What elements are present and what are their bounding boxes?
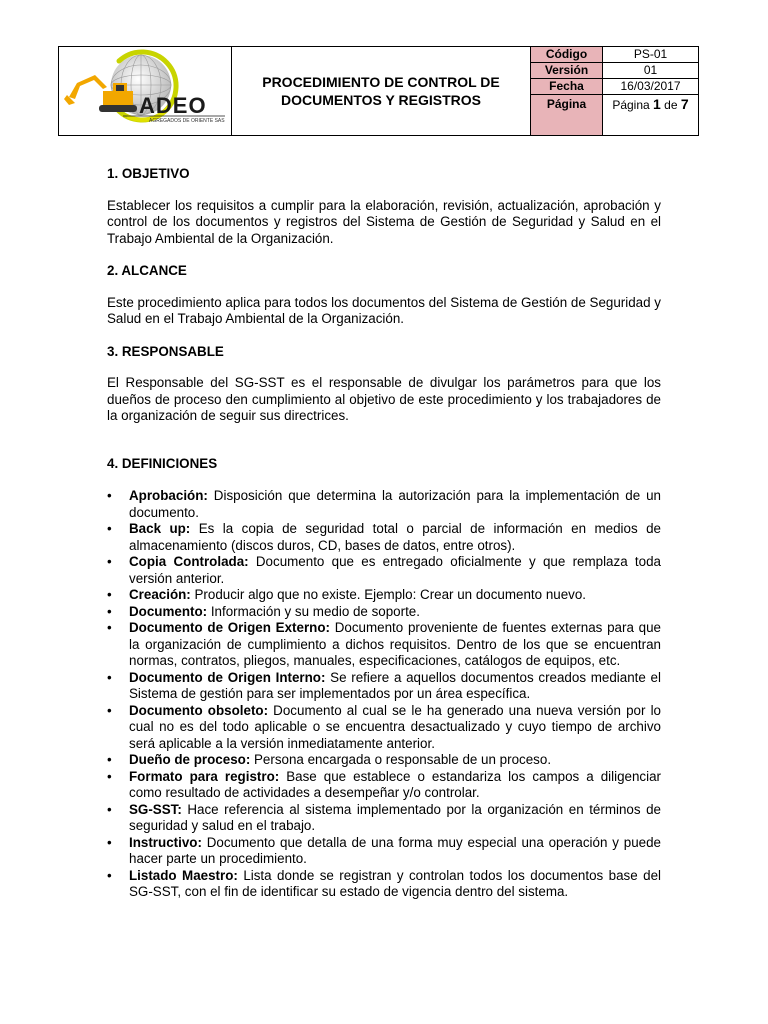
document-body	[107, 166, 661, 901]
section-text-alcance: Este procedimiento aplica para todos los documentos del Sistema de Gestión de Seguridad y Salud en el Trabajo Ambiental de la Organización.	[107, 294, 661, 326]
list-item: • Documento obsoleto: Documento al cual se le ha generado una nueva versión por lo cual no es del todo aplicable o se encuentra desactualizado y cuyo tiempo de archivo será aplicable a la versión inmediatamente anterior.	[107, 703, 661, 753]
page-number: Página 1 de 7	[612, 96, 689, 112]
list-item: • Dueño de proceso: Persona encargada o responsable de un proceso.	[107, 752, 661, 769]
section-heading-objetivo: 1. OBJETIVO	[107, 166, 190, 181]
document-meta	[531, 47, 698, 135]
definitions-list	[107, 488, 661, 901]
logo-wordmark: ADEO	[139, 93, 207, 118]
list-item: • Listado Maestro: Lista donde se registran y controlan todos los documentos base del SG-SST, con el fin de identificar su estado de vigencia dentro del sistema.	[107, 868, 661, 901]
meta-label: Página	[531, 95, 603, 135]
company-logo	[59, 47, 232, 135]
document-title-cell	[232, 47, 531, 135]
list-item: • Back up: Es la copia de seguridad total o parcial de información en medios de almacenamiento (discos duros, CD, bases de datos, entre otros).	[107, 521, 661, 554]
document-title: PROCEDIMIENTO DE CONTROL DE DOCUMENTOS Y REGISTROS	[262, 74, 500, 108]
list-item: • Instructivo: Documento que detalla de una forma muy especial una operación y puede hacer parte un procedimiento.	[107, 835, 661, 868]
list-item: • Aprobación: Disposición que determina la autorización para la implementación de un documento.	[107, 488, 661, 521]
list-item: • Creación: Producir algo que no existe. Ejemplo: Crear un documento nuevo.	[107, 587, 661, 604]
list-item: • SG-SST: Hace referencia al sistema implementado por la organización en términos de seguridad y salud en el trabajo.	[107, 802, 661, 835]
meta-label: Versión	[531, 63, 603, 78]
meta-row-version	[531, 63, 698, 79]
list-item: • Documento de Origen Externo: Documento proveniente de fuentes externas para que la organización de cumplimiento a dichos requisitos. Dentro de los que se encuentran normas, contratos, pliegos, manuales, especificaciones, catálogos de equipos, etc.	[107, 620, 661, 670]
list-item: • Formato para registro: Base que establece o estandariza los campos a diligenciar como resultado de actividades a desempeñar y/o controlar.	[107, 769, 661, 802]
list-item: • Copia Controlada: Documento que es entregado oficialmente y que remplaza toda versión anterior.	[107, 554, 661, 587]
document-header	[58, 46, 699, 136]
logo-tagline: AGREGADOS DE ORIENTE SAS	[149, 118, 225, 124]
list-item: • Documento: Información y su medio de soporte.	[107, 604, 661, 621]
section-heading-definiciones: 4. DEFINICIONES	[107, 455, 218, 471]
meta-label: Código	[531, 47, 603, 62]
meta-row-fecha	[531, 79, 698, 95]
meta-row-codigo	[531, 47, 698, 63]
meta-value: PS-01	[633, 47, 668, 61]
excavator-globe-logo	[59, 47, 231, 135]
meta-label: Fecha	[531, 79, 603, 94]
section-text-objetivo: Establecer los requisitos a cumplir para la elaboración, revisión, actualización, aprobación y control de los documentos y registros del Sistema de Gestión de Seguridad y Salud en el Trabajo Ambiental de la Organización.	[107, 197, 661, 246]
section-heading-alcance: 2. ALCANCE	[107, 263, 187, 278]
meta-row-pagina	[531, 95, 698, 135]
list-item: • Documento de Origen Interno: Se refiere a aquellos documentos creados mediante el Sistema de gestión para ser implementados por un área específica.	[107, 670, 661, 703]
meta-value: 16/03/2017	[620, 79, 681, 93]
section-heading-responsable: 3. RESPONSABLE	[107, 343, 224, 359]
section-text-responsable: El Responsable del SG-SST es el responsable de divulgar los parámetros para que los dueños de proceso den cumplimiento al objetivo de este procedimiento y los trabajadores de la organización de seguir sus directrices.	[107, 375, 661, 423]
meta-value: 01	[643, 63, 658, 77]
